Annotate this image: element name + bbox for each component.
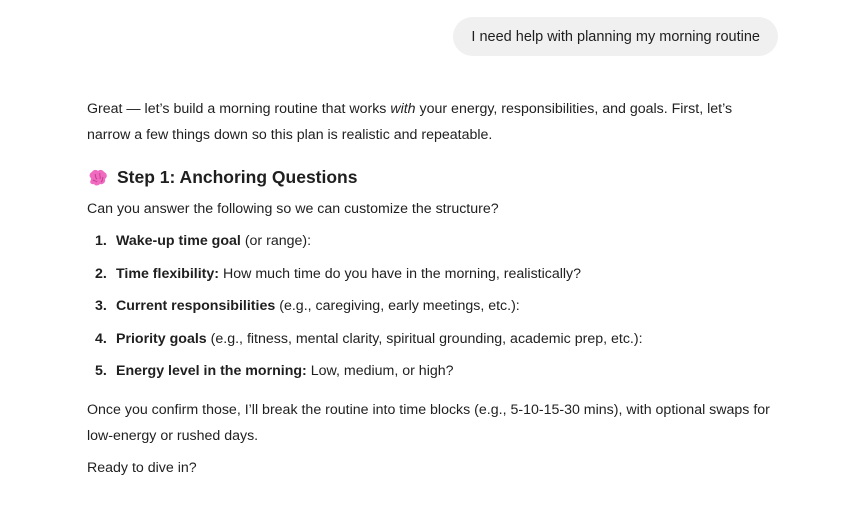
- closing-line: Ready to dive in?: [87, 459, 197, 476]
- intro-text-start: Great — let’s build a morning routine that works: [87, 101, 391, 117]
- list-detail: (e.g., caregiving, early meetings, etc.):: [279, 298, 520, 314]
- list-item: [95, 358, 777, 391]
- list-item: [95, 228, 777, 261]
- list-number: 3.: [95, 298, 107, 314]
- assistant-reply: [87, 96, 777, 481]
- user-message-text: I need help with planning my morning routine: [471, 28, 760, 45]
- outro-paragraph: Once you confirm those, I’ll break the routine into time blocks (e.g., 5-10-15-30 mins), with optional swaps for low-energy or rushed days.: [87, 401, 770, 444]
- list-term: Priority goals: [116, 330, 207, 347]
- list-term: Time flexibility:: [116, 265, 220, 282]
- list-detail: (or range):: [244, 233, 312, 249]
- step-heading-text: Step 1: Anchoring Questions: [117, 167, 358, 187]
- user-message-bubble: [453, 17, 778, 56]
- list-number: 1.: [95, 233, 107, 249]
- list-detail: How much time do you have in the morning, realistically?: [223, 265, 582, 282]
- list-term: Current responsibilities: [116, 298, 276, 314]
- list-term: Energy level in the morning:: [116, 363, 307, 379]
- list-detail: Low, medium, or high?: [310, 363, 454, 379]
- list-detail: (e.g., fitness, mental clarity, spiritual grounding, academic prep, etc.):: [210, 330, 643, 347]
- list-term: Wake-up time goal: [116, 233, 241, 249]
- step-heading: [87, 162, 777, 192]
- questions-list: [87, 228, 777, 391]
- list-number: 2.: [95, 265, 107, 282]
- question-lead: Can you answer the following so we can customize the structure?: [87, 201, 499, 217]
- intro-italic: with: [390, 101, 416, 117]
- list-number: 4.: [95, 330, 107, 347]
- intro-paragraph: [87, 96, 777, 148]
- list-item: [95, 326, 777, 359]
- brain-emoji-icon: [87, 168, 109, 186]
- list-item: [95, 261, 777, 294]
- intro-text-end: your energy, responsibilities, and goals. First, let’s narrow a few things down so this plan is realistic and repeatable.: [87, 101, 733, 143]
- list-item: [95, 293, 777, 326]
- list-number: 5.: [95, 363, 107, 379]
